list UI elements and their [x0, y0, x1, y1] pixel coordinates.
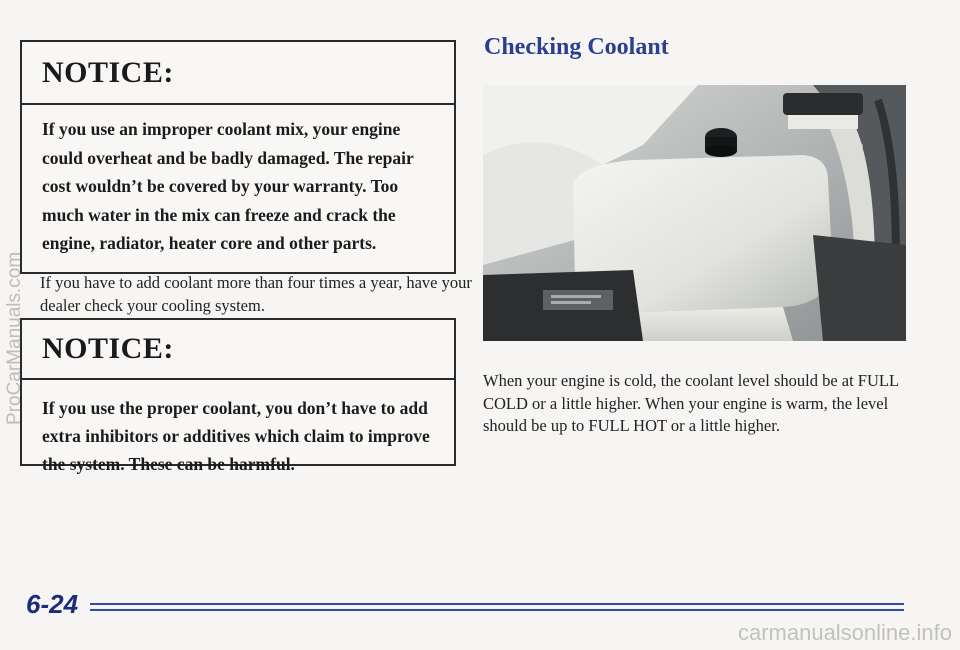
section-title: Checking Coolant — [484, 34, 669, 60]
side-watermark: ProCarManuals.com — [4, 251, 25, 425]
notice-heading: NOTICE: — [22, 320, 454, 380]
footer-rule-top — [90, 603, 904, 605]
bottom-watermark: carmanualsonline.info — [737, 620, 952, 645]
notice-body-text: If you use an improper coolant mix, your engine could overheat and be badly damaged. The repair cost wouldn’t be covered by your warranty. Too much water in the mix can freeze and crack the engine, radiator, heater core and other parts. — [42, 119, 414, 253]
notice-box-proper-coolant — [20, 318, 456, 474]
notice-box-improper-mix — [20, 40, 456, 274]
coolant-level-paragraph: When your engine is cold, the coolant level should be at FULL COLD or a little higher. When your engine is warm, the level should be up to FULL HOT or a little higher. — [483, 371, 899, 435]
notice-heading: NOTICE: — [22, 42, 454, 105]
coolant-reservoir-photo — [483, 85, 906, 341]
coolant-frequency-paragraph: If you have to add coolant more than four times a year, have your dealer check your cooling system. — [40, 273, 472, 315]
footer-rule-bottom — [90, 609, 904, 611]
page-number: 6-24 — [26, 589, 79, 619]
notice-body-text: If you use the proper coolant, you don’t have to add extra inhibitors or additives which claim to improve the system. These can be harmful. — [42, 398, 430, 474]
